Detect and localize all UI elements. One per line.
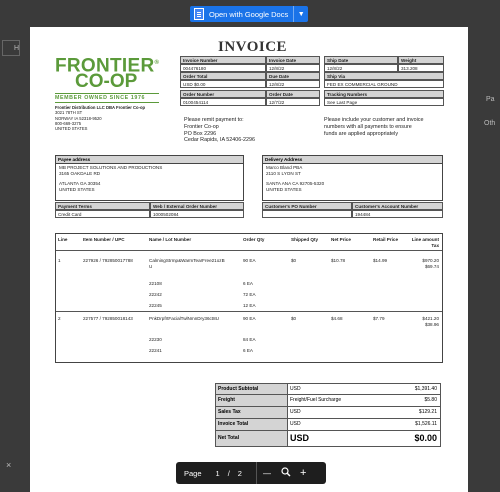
- bg-fragment-text: H: [14, 45, 20, 52]
- company-address: Frontier Distribution LLC DBA Frontier Co-op 3021 78TH ST NORWAY IA 52318-9520 800-669-3275 UNITED STATES: [55, 105, 146, 131]
- zoom-icon[interactable]: [281, 467, 291, 479]
- total-pages: 2: [237, 468, 242, 478]
- bg-close-icon: ×: [6, 460, 12, 470]
- bg-fragment-text: Pa: [486, 96, 495, 103]
- logo-name-2: CO-OP: [75, 71, 138, 93]
- open-with-label: Open with Google Docs: [209, 9, 289, 19]
- current-page-input[interactable]: 1: [215, 468, 220, 478]
- delivery-address-box: Delivery Address Marco Bland PBA 2110 S LYON ST SANTA ANA CA 92705-5320 UNITED STATES: [262, 155, 443, 201]
- open-with-google-docs-button[interactable]: [190, 6, 308, 22]
- logo-tagline: MEMBER OWNED SINCE 1976: [55, 93, 159, 103]
- payment-terms-grid: Payment Terms Web / External Order Number Credit Card 1000502084: [55, 202, 244, 219]
- chevron-down-icon[interactable]: ▼: [293, 6, 308, 22]
- zoom-out-button[interactable]: —: [262, 468, 271, 478]
- totals-row: Invoice Total USD $1,526.11: [215, 419, 441, 431]
- customer-numbers-grid: Customer's PO Number Customer's Account Number 194484: [262, 202, 443, 219]
- logo-reg: ®: [154, 60, 160, 66]
- line-items-table: Line Item Number / UPC Name / Lot Number Order Qty Shipped Qty Net Price Retail Price Line amount Tax 1 227926 / 792850017788 CalmingStrmp&WarmTearFree21ozB U 90 EA $0 $10.78 $14.99 $970.20 $69.74 22108 6 EA 22242 72 EA 22245 12 EA 2 227577 / 792850018143 PnkDrpfrtFacialTwlNmnDry36ct8U 90 EA $0 $4.68 $7.79 $421.20 $38.96 22230 84 EA 22241 6 EA: [55, 233, 443, 363]
- bg-fragment-text: Oth: [484, 120, 496, 127]
- totals-row: Freight Freight/Fuel Surcharge $5.80: [215, 395, 441, 407]
- page-separator: /: [227, 468, 230, 478]
- logo-name-1: FRONTIER: [55, 55, 155, 77]
- page-label: Page: [184, 468, 202, 478]
- totals-row: Sales Tax USD $129.21: [215, 407, 441, 419]
- remit-address: Please remit payment to: Frontier Co-op PO Box 2296 Cedar Rapids, IA 52406-2296: [184, 117, 256, 144]
- page-navigator: [176, 462, 326, 484]
- payment-note: Please include your customer and invoice numbers with all payments to ensure funds are applied appropriately: [324, 117, 424, 137]
- invoice-info-grid: Invoice Number Invoice Date 004476180 12/8/22 Order Total Due Date USD $0.00 12/8/22 Order Number Order Date 0100454114 12/7/22: [180, 56, 320, 111]
- payee-address-box: Payee address MB PROJECT SOLUTIONS AND PRODUCTIONS 3165 OAKDALE RD ATLANTA GA 30354 UNITED STATES: [55, 155, 244, 201]
- totals-table: [215, 383, 441, 447]
- company-logo: [55, 55, 159, 103]
- totals-row: Product Subtotal USD $1,391.40: [215, 383, 441, 395]
- google-docs-icon: [194, 8, 204, 20]
- net-total-row: Net Total USD $0.00: [215, 431, 441, 447]
- document-page: [30, 27, 468, 492]
- zoom-in-button[interactable]: +: [299, 467, 307, 479]
- invoice-title: INVOICE: [218, 39, 288, 55]
- shipping-info-grid: Ship Date Weight 12/8/22 313.208 Ship Via FED EX COMMERCIAL GROUND Tracking Numbers See Last Page: [324, 56, 444, 111]
